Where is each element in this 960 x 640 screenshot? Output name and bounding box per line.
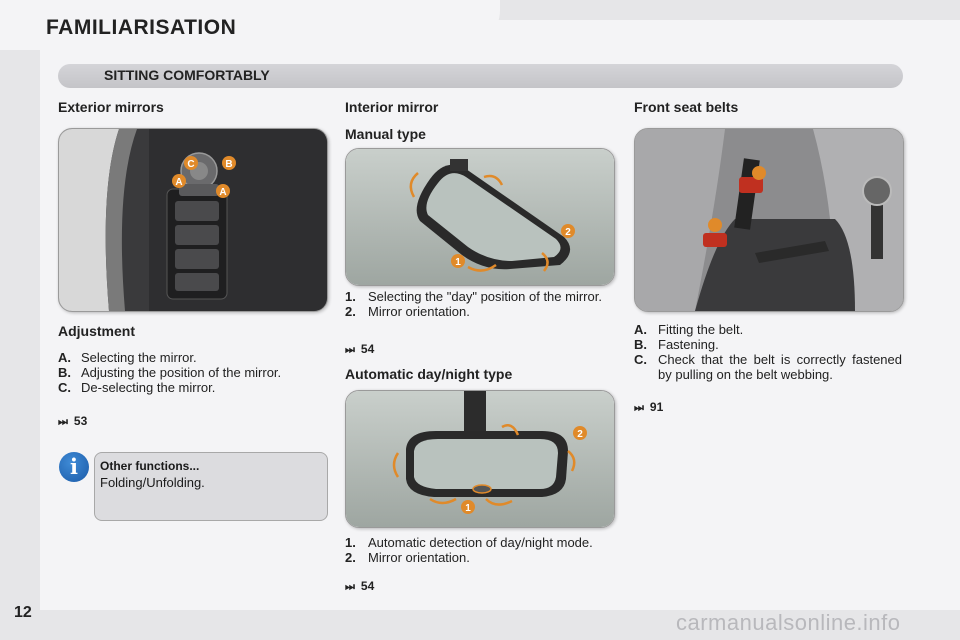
page-title: FAMILIARISATION: [46, 16, 237, 39]
exterior-mirror-photo: [58, 128, 328, 312]
label-2: 2: [577, 429, 583, 440]
label-b: B: [225, 159, 233, 170]
interior-mirror-title: Interior mirror: [345, 99, 439, 115]
list-item: C. Check that the belt is correctly fastened by pulling on the belt webbing.: [634, 352, 902, 382]
label-1: 1: [465, 503, 471, 514]
list-item: 1. Automatic detection of day/night mode.: [345, 535, 593, 550]
page-reference[interactable]: ⏭ 54: [345, 342, 375, 356]
list-item: A. Fitting the belt.: [634, 322, 744, 337]
page-reference-arrow-icon: ⏭: [345, 344, 355, 356]
section-title: SITTING COMFORTABLY: [104, 67, 270, 83]
manual-mirror-photo: [345, 148, 615, 286]
page-reference[interactable]: ⏭ 91: [634, 400, 664, 414]
manual-type-title: Manual type: [345, 126, 426, 142]
label-c: C: [187, 159, 195, 170]
page-number: 12: [14, 604, 32, 621]
automatic-type-title: Automatic day/night type: [345, 366, 513, 382]
label-1: 1: [455, 257, 461, 268]
adjustment-title: Adjustment: [58, 323, 135, 339]
label-a-left: A: [175, 177, 183, 188]
list-item: A. Selecting the mirror.: [58, 350, 197, 365]
info-icon: i: [59, 452, 89, 482]
list-item: B. Fastening.: [634, 337, 719, 352]
list-item: 2. Mirror orientation.: [345, 550, 470, 565]
list-item: B. Adjusting the position of the mirror.: [58, 365, 282, 380]
automatic-type-list: [345, 535, 613, 565]
list-item: C. De-selecting the mirror.: [58, 380, 216, 395]
automatic-mirror-photo: [345, 390, 615, 528]
page-reference[interactable]: ⏭ 54: [345, 579, 375, 593]
label-a-right: A: [219, 187, 227, 198]
watermark: carmanualsonline.info: [676, 610, 901, 635]
seat-belt-list: [634, 322, 902, 382]
page-reference-arrow-icon: ⏭: [634, 402, 644, 414]
adjustment-list: [58, 350, 326, 395]
exterior-mirrors-title: Exterior mirrors: [58, 99, 164, 115]
front-seat-belts-title: Front seat belts: [634, 99, 739, 115]
info-title: Other functions...: [100, 459, 200, 473]
page-reference-arrow-icon: ⏭: [58, 416, 68, 428]
info-text: Folding/Unfolding.: [100, 475, 205, 490]
manual-type-list: [345, 289, 613, 319]
list-item: 2. Mirror orientation.: [345, 304, 470, 319]
page-reference-arrow-icon: ⏭: [345, 581, 355, 593]
seat-belt-photo: [634, 128, 904, 312]
list-item: 1. Selecting the "day" position of the mirror.: [345, 289, 602, 304]
label-2: 2: [565, 227, 571, 238]
page-reference[interactable]: ⏭ 53: [58, 414, 88, 428]
